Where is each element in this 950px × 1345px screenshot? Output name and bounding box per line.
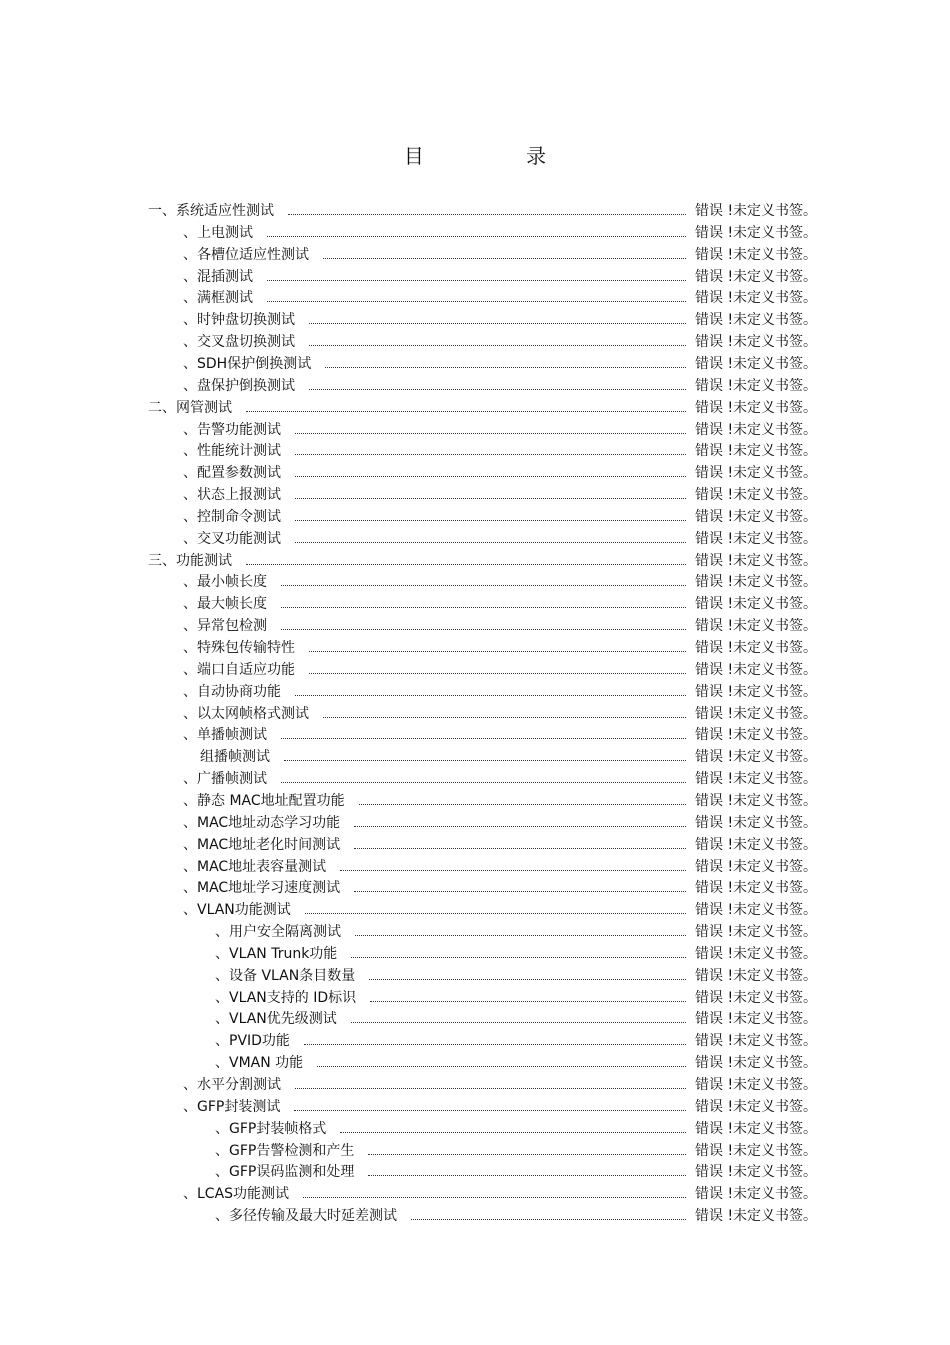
toc-entry[interactable] [0,550,950,572]
toc-page-ref: 错误 !未定义书签。 [695,640,818,656]
toc-leader-dots [309,651,686,652]
toc-entry[interactable] [0,724,950,746]
toc-entry[interactable] [0,353,950,375]
toc-entry[interactable] [0,462,950,484]
toc-page-ref: 错误 !未定义书签。 [695,443,818,460]
toc-entry[interactable] [0,681,950,703]
toc-page-ref: 错误 !未定义书签。 [695,792,818,809]
toc-leader-dots [317,1066,686,1067]
toc-leader-dots [351,957,686,958]
toc-title: 目 录 [403,144,595,168]
toc-entry[interactable] [0,1052,950,1074]
toc-entry-label: 、水平分割测试 [183,1077,281,1093]
toc-entry-label: 、端口自适应功能 [183,661,295,678]
toc-page-ref: 错误 !未定义书签。 [695,399,818,416]
toc-entry-label: 、混插测试 [183,268,253,285]
toc-entry[interactable] [0,528,950,550]
toc-page-ref: 错误 !未定义书签。 [695,1011,818,1028]
toc-entry-label: 、性能统计测试 [183,443,281,460]
toc-entry-label: 二、网管测试 [148,399,232,416]
toc-entry-label: 、PVID功能 [215,1033,290,1050]
toc-entry[interactable] [0,943,950,965]
toc-leader-dots [281,607,686,608]
toc-entry-label: 、VMAN 功能 [215,1055,304,1072]
toc-entry[interactable] [0,1140,950,1162]
toc-entry[interactable] [0,1074,950,1096]
toc-page-ref: 错误 !未定义书签。 [695,989,818,1006]
toc-page-ref: 错误 !未定义书签。 [695,530,818,547]
toc-leader-dots [304,1044,686,1045]
toc-page-ref: 错误 !未定义书签。 [695,749,818,766]
toc-entry[interactable] [0,834,950,856]
toc-page-ref: 错误 !未定义书签。 [695,683,818,700]
toc-entry[interactable] [0,375,950,397]
toc-leader-dots [294,1110,686,1111]
toc-entry[interactable] [0,987,950,1009]
toc-entry-label: 三、功能测试 [148,552,232,569]
toc-entry[interactable] [0,812,950,834]
toc-leader-dots [267,236,686,237]
toc-page-ref: 错误 !未定义书签。 [695,1120,818,1137]
toc-entry[interactable] [0,571,950,593]
toc-entry[interactable] [0,419,950,441]
toc-page-ref: 错误 !未定义书签。 [695,224,818,241]
toc-entry-label: 、VLAN Trunk功能 [215,945,338,962]
toc-page-ref: 错误 !未定义书签。 [695,836,818,853]
toc-leader-dots [351,1022,686,1023]
toc-leader-dots [295,695,686,696]
toc-entry[interactable] [0,309,950,331]
toc-page-ref: 错误 !未定义书签。 [695,1164,818,1181]
toc-entry-label: 、单播帧测试 [183,727,267,744]
toc-entry-label: 、异常包检测 [183,618,267,635]
toc-entry-label: 、最小帧长度 [183,574,267,591]
toc-entry-label: 、设备 VLAN条目数量 [215,967,356,984]
toc-page-ref: 错误 !未定义书签。 [695,508,818,525]
toc-entry-label: 、以太网帧格式测试 [183,705,309,722]
toc-page-ref: 错误 !未定义书签。 [695,902,818,919]
toc-entry[interactable] [0,921,950,943]
toc-leader-dots [246,564,686,565]
toc-entry-label: 、LCAS功能测试 [183,1186,290,1203]
toc-page-ref: 错误 !未定义书签。 [695,487,818,504]
toc-leader-dots [354,848,686,849]
toc-page-ref: 错误 !未定义书签。 [695,1186,818,1203]
toc-page-ref: 错误 !未定义书签。 [695,618,818,635]
toc-entry-label: 、交叉功能测试 [183,530,281,547]
toc-entry[interactable] [0,484,950,506]
toc-entry[interactable] [0,287,950,309]
toc-entry-label: 、状态上报测试 [183,487,281,504]
toc-leader-dots [246,411,686,412]
toc-entry[interactable] [0,1030,950,1052]
toc-entry[interactable] [0,703,950,725]
toc-entry[interactable] [0,222,950,244]
toc-page-ref: 错误 !未定义书签。 [695,967,818,984]
toc-leader-dots [305,913,686,914]
toc-leader-dots [281,585,686,586]
toc-leader-dots [323,258,686,259]
toc-page-ref: 错误 !未定义书签。 [695,1098,818,1115]
toc-entry-label: 、MAC地址老化时间测试 [183,836,341,853]
toc-page-ref: 错误 !未定义书签。 [695,268,818,285]
toc-entry-label: 、GFP误码监测和处理 [215,1164,355,1181]
toc-entry-label: 、VLAN功能测试 [183,902,291,919]
toc-entry-label: 、告警功能测试 [183,421,281,438]
toc-entry-label: 、上电测试 [183,224,253,241]
toc-page-ref: 错误 !未定义书签。 [695,924,818,941]
toc-entry-label: 、VLAN优先级测试 [215,1011,337,1028]
toc-entry[interactable] [0,899,950,921]
toc-page-ref: 错误 !未定义书签。 [695,1033,818,1050]
toc-page-ref: 错误 !未定义书签。 [695,1208,818,1225]
toc-leader-dots [295,498,686,499]
toc-entry[interactable] [0,1205,950,1227]
toc-page-ref: 错误 !未定义书签。 [695,596,818,613]
toc-leader-dots [295,542,686,543]
toc-leader-dots [370,1001,686,1002]
toc-entry[interactable] [0,397,950,419]
toc-leader-dots [359,804,686,805]
toc-entry-label: 、控制命令测试 [183,508,281,525]
toc-entry-label: 、最大帧长度 [183,596,267,613]
toc-entry-label: 、各槽位适应性测试 [183,246,309,263]
toc-entry-label: 、MAC地址学习速度测试 [183,880,341,897]
toc-leader-dots [309,345,686,346]
toc-leader-dots [368,1154,686,1155]
toc-leader-dots [267,301,686,302]
toc-entry[interactable] [0,877,950,899]
toc-entry-label: 组播帧测试 [200,749,270,766]
toc-entry[interactable] [0,1096,950,1118]
toc-leader-dots [284,760,686,761]
toc-page-ref: 错误 !未定义书签。 [695,355,818,372]
toc-entry-label: 、特殊包传输特性 [183,640,295,656]
toc-leader-dots [295,520,686,521]
toc-entry[interactable] [0,637,950,659]
toc-leader-dots [354,891,686,892]
toc-page-ref: 错误 !未定义书签。 [695,814,818,831]
toc-page-ref: 错误 !未定义书签。 [695,465,818,482]
toc-entry[interactable] [0,440,950,462]
toc-page-ref: 错误 !未定义书签。 [695,1077,818,1093]
toc-entry[interactable] [0,331,950,353]
toc-page-ref: 错误 !未定义书签。 [695,246,818,263]
toc-entry[interactable] [0,244,950,266]
toc-leader-dots [295,433,686,434]
toc-entry-label: 、SDH保护倒换测试 [183,355,312,372]
toc-page-ref: 错误 !未定义书签。 [695,727,818,744]
toc-page-ref: 错误 !未定义书签。 [695,574,818,591]
toc-entry-label: 、GFP封装测试 [183,1098,281,1115]
toc-entry[interactable] [0,615,950,637]
toc-leader-dots [303,1197,686,1198]
toc-entry-label: 一、系统适应性测试 [148,203,274,219]
toc-entry[interactable] [0,768,950,790]
toc-leader-dots [267,280,686,281]
toc-entry[interactable] [0,200,950,222]
toc-entry-label: 、MAC地址表容量测试 [183,858,327,875]
toc-entry[interactable] [0,856,950,878]
toc-page-ref: 错误 !未定义书签。 [695,334,818,351]
toc-entry-label: 、交叉盘切换测试 [183,334,295,351]
toc-entry-label: 、自动协商功能 [183,683,281,700]
toc-leader-dots [281,629,686,630]
toc-leader-dots [295,476,686,477]
toc-entry-label: 、GFP封装帧格式 [215,1120,327,1137]
toc-leader-dots [309,389,686,390]
toc-leader-dots [411,1219,686,1220]
toc-entry-label: 、广播帧测试 [183,771,267,788]
toc-leader-dots [355,935,686,936]
toc-page-ref: 错误 !未定义书签。 [695,1055,818,1072]
toc-entry[interactable] [0,1118,950,1140]
toc-page-ref: 错误 !未定义书签。 [695,945,818,962]
toc-page-ref: 错误 !未定义书签。 [695,1142,818,1159]
toc-entry-label: 、GFP告警检测和产生 [215,1142,355,1159]
toc-leader-dots [340,1132,686,1133]
toc-leader-dots [354,826,686,827]
toc-leader-dots [295,1088,686,1089]
toc-leader-dots [368,1175,686,1176]
toc-entry-label: 、时钟盘切换测试 [183,312,295,329]
toc-entry[interactable] [0,593,950,615]
toc-leader-dots [369,979,686,980]
toc-entry-label: 、用户安全隔离测试 [215,924,341,941]
toc-leader-dots [323,717,686,718]
toc-page-ref: 错误 !未定义书签。 [695,377,818,394]
toc-leader-dots [281,782,686,783]
toc-entry-label: 、MAC地址动态学习功能 [183,814,341,831]
toc-leader-dots [281,738,686,739]
toc-leader-dots [288,214,686,215]
toc-page-ref: 错误 !未定义书签。 [695,552,818,569]
toc-entry-label: 、VLAN支持的 ID标识 [215,989,357,1006]
toc-entry[interactable] [0,1008,950,1030]
toc-entry[interactable] [0,266,950,288]
toc-page-ref: 错误 !未定义书签。 [695,858,818,875]
toc-entry[interactable] [0,659,950,681]
toc-entry-label: 、配置参数测试 [183,465,281,482]
toc-page-ref: 错误 !未定义书签。 [695,771,818,788]
toc-page-ref: 错误 !未定义书签。 [695,203,818,219]
toc-entry[interactable] [0,1183,950,1205]
toc-entry[interactable] [0,746,950,768]
toc-leader-dots [309,673,686,674]
toc-entry-label: 、静态 MAC地址配置功能 [183,792,345,809]
toc-entry[interactable] [0,790,950,812]
toc-entry-label: 、满框测试 [183,290,253,307]
toc-page-ref: 错误 !未定义书签。 [695,421,818,438]
toc-entry-label: 、多径传输及最大时延差测试 [215,1208,397,1225]
toc-page-ref: 错误 !未定义书签。 [695,661,818,678]
toc-entry-label: 、盘保护倒换测试 [183,377,295,394]
toc-page-ref: 错误 !未定义书签。 [695,312,818,329]
toc-entry[interactable] [0,965,950,987]
toc-entry[interactable] [0,506,950,528]
toc-leader-dots [309,323,686,324]
toc-leader-dots [325,367,686,368]
toc-page-ref: 错误 !未定义书签。 [695,290,818,307]
toc-page-ref: 错误 !未定义书签。 [695,880,818,897]
toc-leader-dots [295,454,686,455]
toc-page-ref: 错误 !未定义书签。 [695,705,818,722]
toc-entry[interactable] [0,1161,950,1183]
toc-leader-dots [340,870,686,871]
